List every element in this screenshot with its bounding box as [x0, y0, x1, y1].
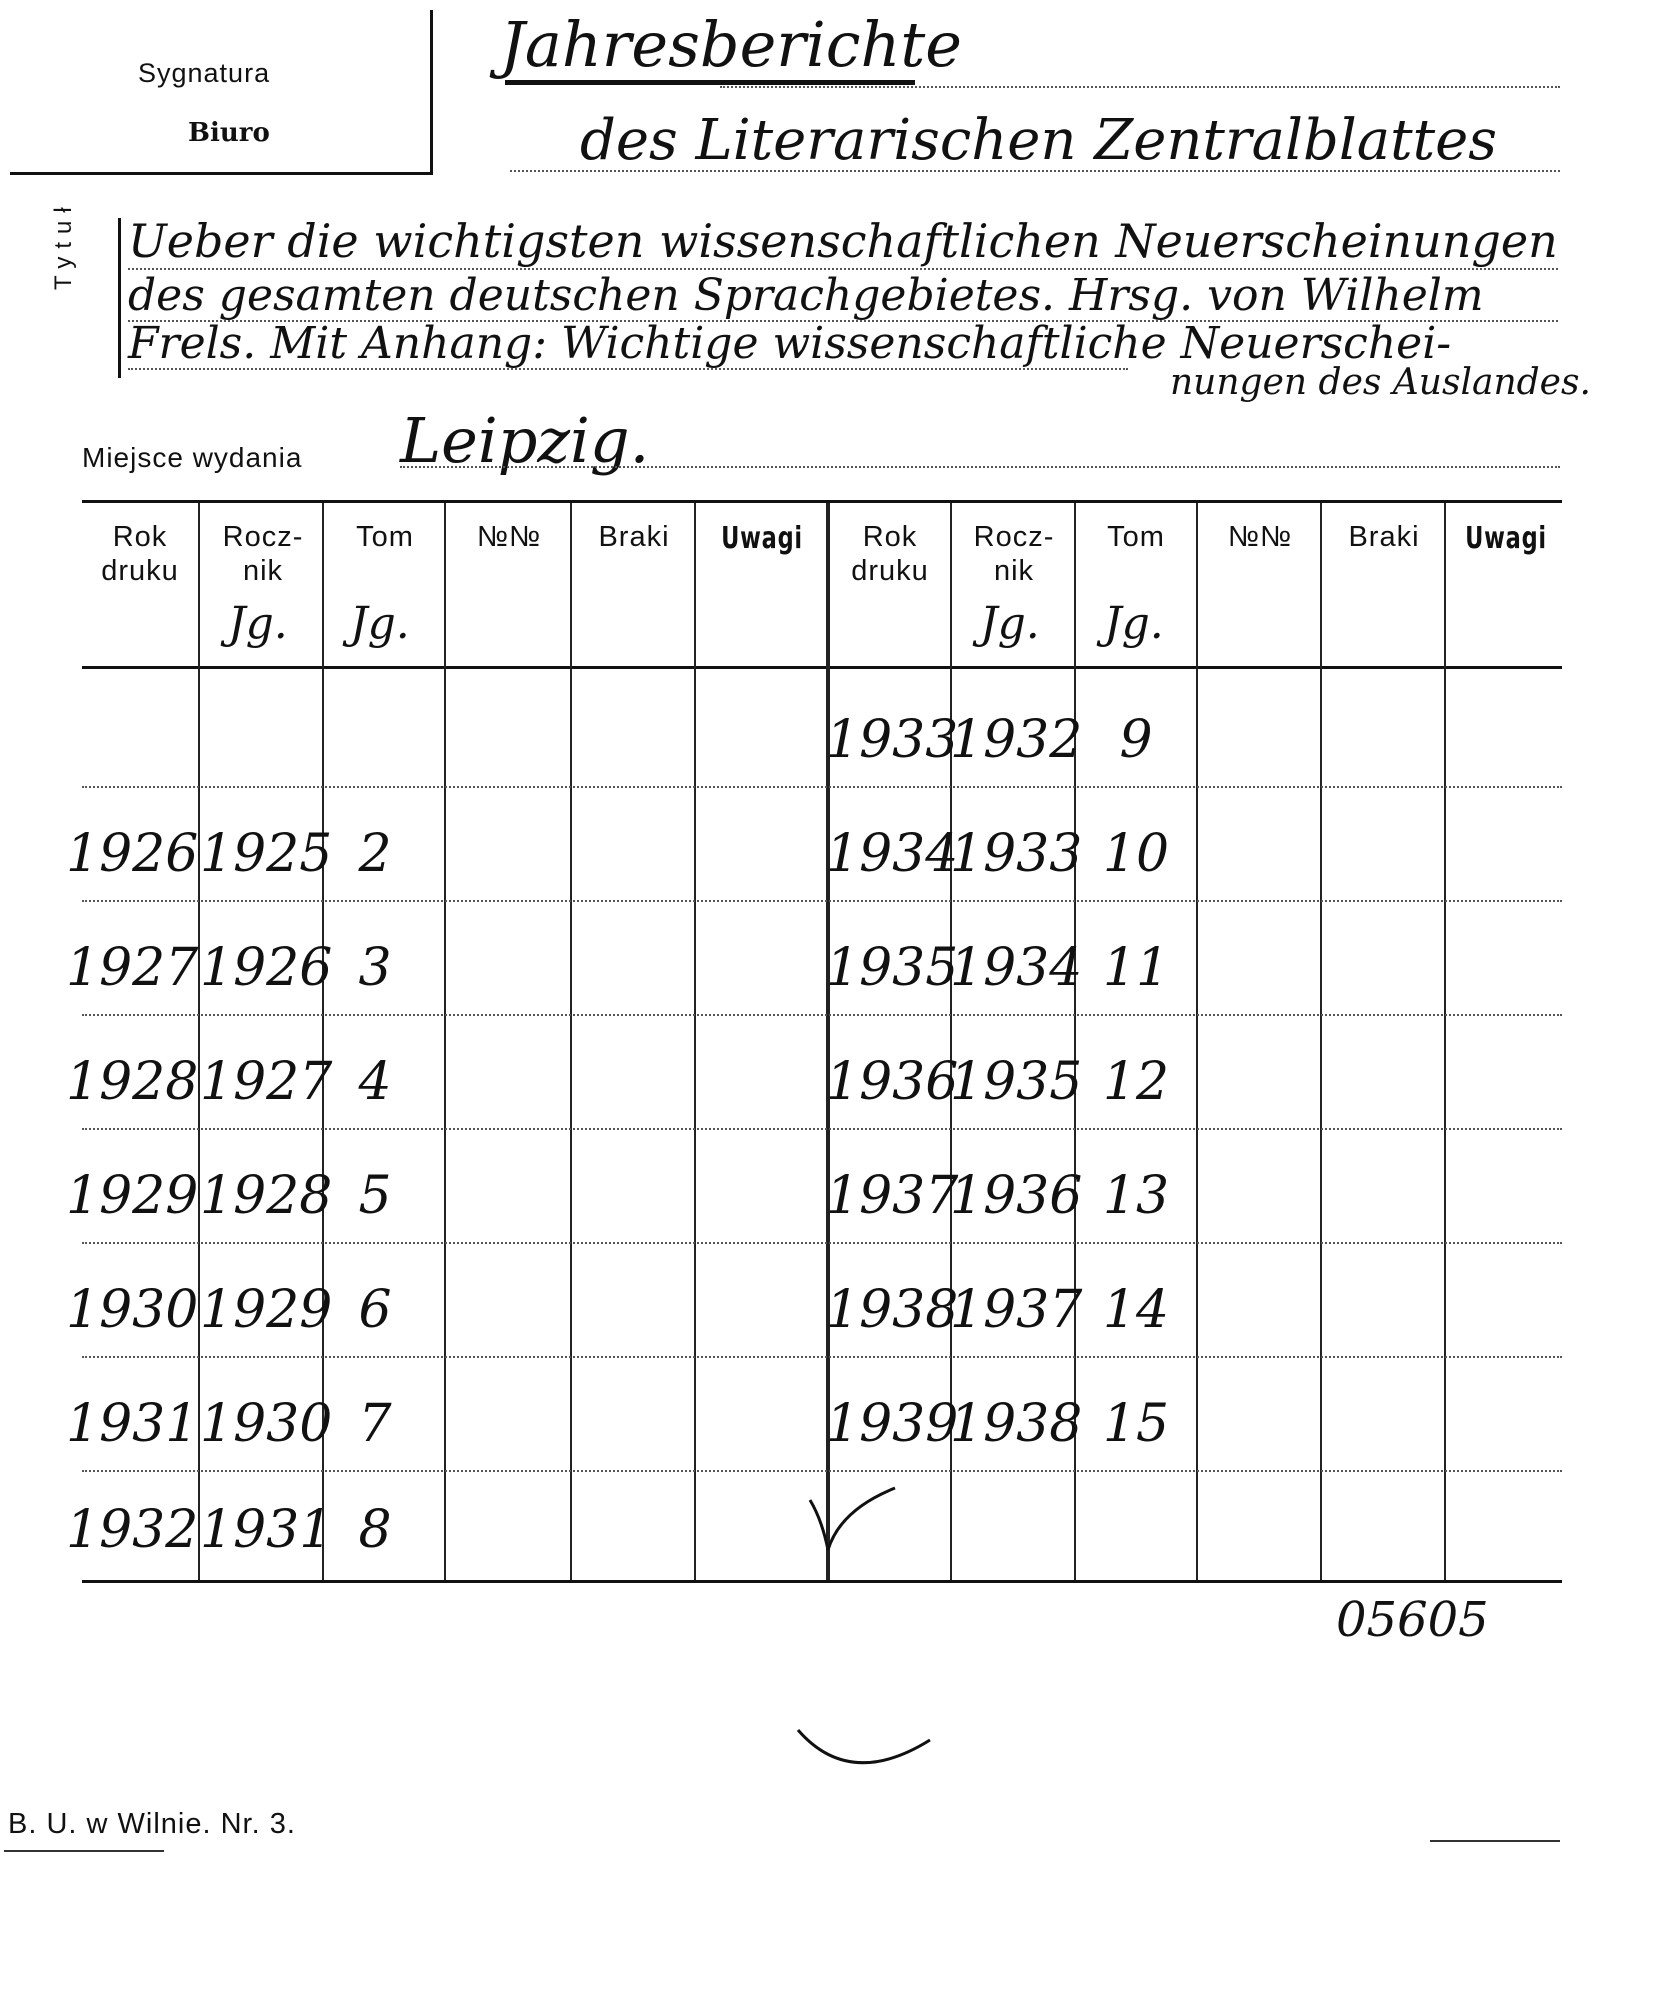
cell-rok: 1938	[826, 1280, 959, 1340]
cell-tom: 15	[1102, 1394, 1170, 1454]
cell-tom: 7	[358, 1394, 392, 1454]
header-nr-left: №№	[476, 521, 542, 553]
cell-rok: 1931	[66, 1394, 199, 1454]
cell-rok: 1936	[826, 1052, 959, 1112]
table-header-rule	[82, 666, 1562, 669]
catalog-number: 05605	[1336, 1592, 1489, 1648]
cell-rocznik: 1936	[950, 1166, 1083, 1226]
cell-rok: 1930	[66, 1280, 199, 1340]
header-rocznik-left: Rocz- nik	[222, 521, 304, 587]
table-top-rule	[82, 500, 1562, 503]
cell-tom: 12	[1102, 1052, 1170, 1112]
row-divider	[82, 786, 1562, 788]
cell-rocznik: 1933	[950, 824, 1083, 884]
cell-tom: 8	[358, 1500, 392, 1560]
col-divider	[1196, 503, 1198, 1580]
title-underline	[505, 80, 915, 85]
cell-rok: 1926	[66, 824, 199, 884]
sygnatura-label: Sygnatura	[138, 58, 271, 88]
miejsce-dotline	[400, 466, 1560, 468]
cell-rocznik: 1930	[200, 1394, 333, 1454]
cell-rok: 1939	[826, 1394, 959, 1454]
header-uwagi-right: Uwagi	[1465, 521, 1547, 556]
footer-text: B. U. w Wilnie. Nr. 3.	[8, 1808, 296, 1840]
tytul-dotline-3	[128, 368, 1128, 370]
header-uwagi-left: Uwagi	[721, 521, 803, 556]
cell-rocznik: 1935	[950, 1052, 1083, 1112]
cell-tom: 6	[358, 1280, 392, 1340]
cell-rocznik: 1932	[950, 710, 1083, 770]
col-divider	[570, 503, 572, 1580]
header-tom-left: Tom	[356, 521, 414, 553]
row-divider	[82, 1242, 1562, 1244]
cell-tom: 14	[1102, 1280, 1170, 1340]
cell-rok: 1935	[826, 938, 959, 998]
cell-rocznik: 1931	[200, 1500, 333, 1560]
miejsce-label: Miejsce wydania	[82, 442, 303, 473]
header-nr-right: №№	[1227, 521, 1293, 553]
cell-rocznik: 1927	[200, 1052, 333, 1112]
row-divider	[82, 900, 1562, 902]
cell-rocznik: 1928	[200, 1166, 333, 1226]
cell-rok: 1927	[66, 938, 199, 998]
tytul-line-1: Ueber die wichtigsten wissenschaftlichen Neuerscheinungen	[128, 214, 1558, 268]
row-divider	[82, 1356, 1562, 1358]
header-braki-left: Braki	[598, 521, 670, 553]
cell-rocznik: 1934	[950, 938, 1083, 998]
table-bottom-rule	[82, 1580, 1562, 1583]
jg-tom-left: Jg.	[350, 598, 410, 649]
col-divider	[444, 503, 446, 1580]
cell-rocznik: 1929	[200, 1280, 333, 1340]
cell-rok: 1933	[826, 710, 959, 770]
tytul-line-3: Frels. Mit Anhang: Wichtige wissenschaftliche Neuerschei-	[128, 318, 1452, 369]
tytul-bracket	[118, 218, 127, 378]
cell-tom: 11	[1102, 938, 1170, 998]
cell-rok: 1932	[66, 1500, 199, 1560]
col-divider	[694, 503, 696, 1580]
cell-rocznik: 1926	[200, 938, 333, 998]
cell-rocznik: 1937	[950, 1280, 1083, 1340]
miejsce-value: Leipzig.	[400, 404, 650, 477]
title-dotline-2	[510, 170, 1560, 172]
title-dotline-1	[720, 86, 1560, 88]
cell-rok: 1929	[66, 1166, 199, 1226]
jg-rocznik-left: Jg.	[228, 598, 288, 649]
tytul-line-4: nungen des Auslandes.	[1170, 362, 1591, 403]
cell-rok: 1928	[66, 1052, 199, 1112]
cell-tom: 10	[1102, 824, 1170, 884]
col-divider	[1320, 503, 1322, 1580]
cell-tom: 3	[358, 938, 392, 998]
jg-rocznik-right: Jg.	[980, 598, 1040, 649]
header-rok-left: Rok druku	[101, 521, 179, 587]
title-line-2: des Literarischen Zentralblattes	[580, 108, 1497, 173]
title-line-1: Jahresberichte	[500, 8, 963, 81]
header-braki-right: Braki	[1348, 521, 1420, 553]
col-divider	[1444, 503, 1446, 1580]
cell-rocznik: 1938	[950, 1394, 1083, 1454]
footer-stroke	[4, 1850, 164, 1852]
cell-tom: 2	[358, 824, 392, 884]
cell-tom: 9	[1119, 710, 1153, 770]
row-divider	[82, 1128, 1562, 1130]
tytul-label: Tytuł	[50, 199, 77, 290]
tytul-line-2: des gesamten deutschen Sprachgebietes. Hrsg. von Wilhelm	[128, 270, 1484, 321]
header-tom-right: Tom	[1107, 521, 1165, 553]
check-mark-icon	[800, 1480, 910, 1560]
cell-tom: 13	[1102, 1166, 1170, 1226]
cell-rok: 1934	[826, 824, 959, 884]
header-rocznik-right: Rocz- nik	[973, 521, 1055, 587]
cell-tom: 4	[358, 1052, 392, 1112]
header-rok-right: Rok druku	[851, 521, 929, 587]
sygnatura-value: Biuro	[188, 118, 270, 148]
cell-rok: 1937	[826, 1166, 959, 1226]
cell-rocznik: 1925	[200, 824, 333, 884]
row-divider	[82, 1014, 1562, 1016]
cell-tom: 5	[358, 1166, 392, 1226]
jg-tom-right: Jg.	[1104, 598, 1164, 649]
row-divider	[82, 1470, 1562, 1472]
sygnatura-box	[10, 10, 433, 175]
footer-stroke-right	[1430, 1840, 1560, 1842]
pencil-arc-mark	[790, 1720, 940, 1790]
